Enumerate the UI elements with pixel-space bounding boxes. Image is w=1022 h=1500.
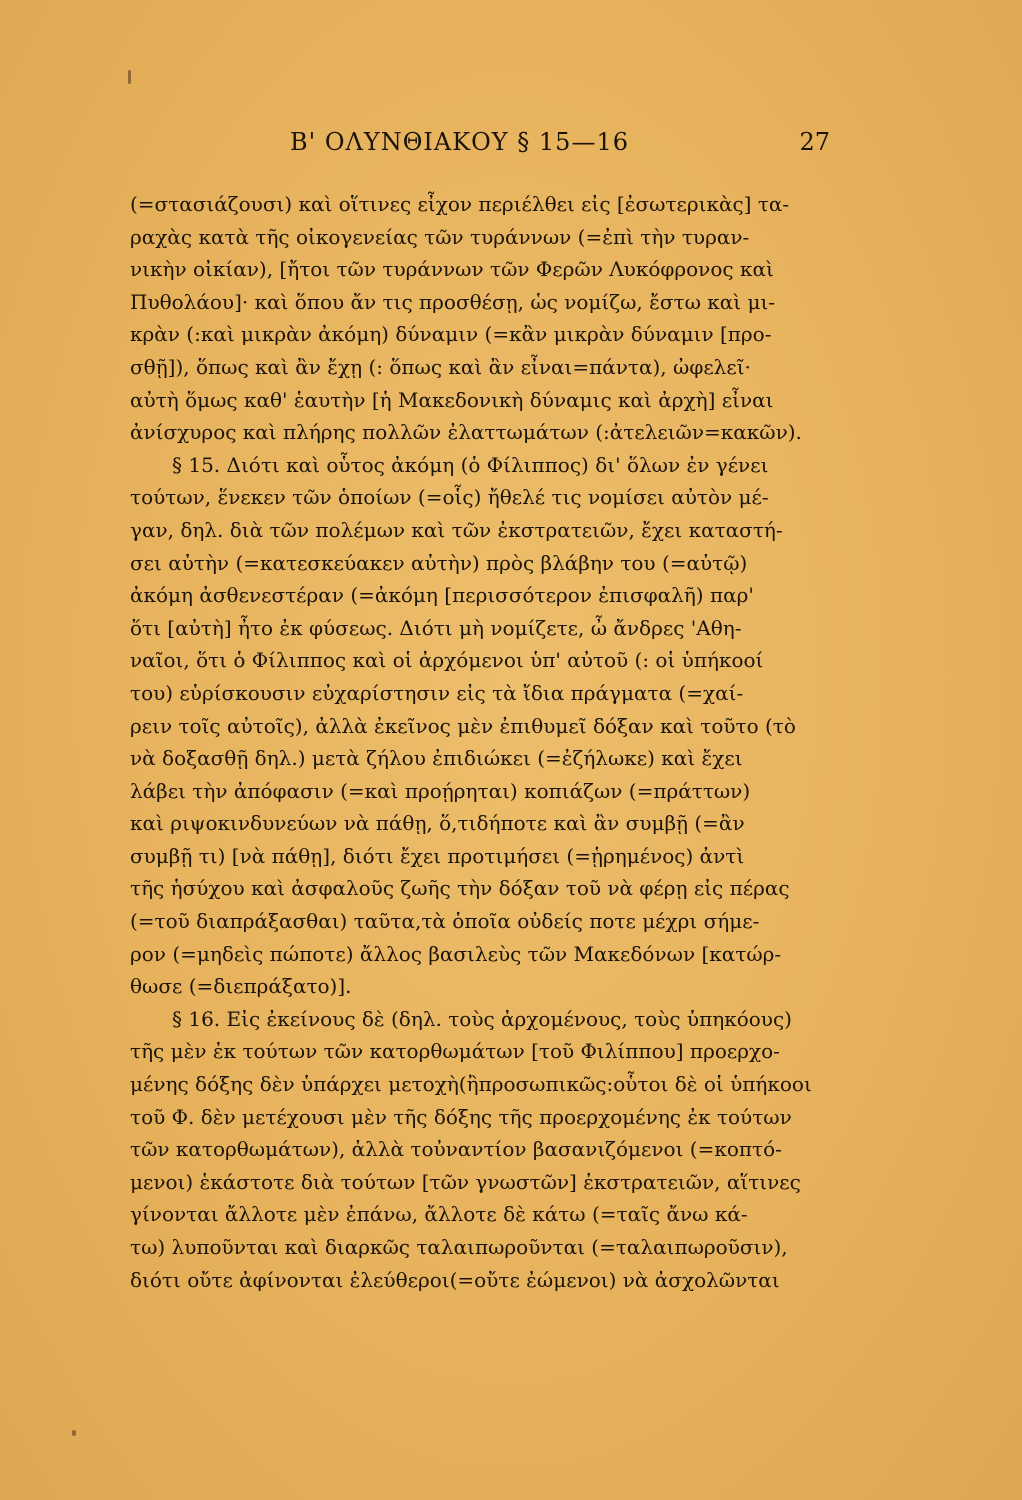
text-line: θωσε (=διεπράξατο)]. bbox=[130, 974, 352, 999]
page-number: 27 bbox=[799, 128, 830, 156]
text-line: μενοι) ἑκάστοτε διὰ τούτων [τῶν γνωστῶν] ἐκστρατειῶν, αἵτινες bbox=[130, 1169, 801, 1194]
text-line: ἀνίσχυρος καὶ πλήρης πολλῶν ἐλαττωμάτων (:ἀτελειῶν=κακῶν). bbox=[130, 420, 802, 445]
text-line: γίνονται ἄλλοτε μὲν ἐπάνω, ἄλλοτε δὲ κάτω (=ταῖς ἄνω κά- bbox=[130, 1202, 748, 1227]
text-line: νὰ δοξασθῇ δηλ.) μετὰ ζήλου ἐπιδιώκει (=ἐζήλωκε) καὶ ἔχει bbox=[130, 746, 743, 771]
text-line: διότι οὔτε ἀφίνονται ἐλεύθεροι(=οὔτε ἐώμενοι) νὰ ἀσχολῶνται bbox=[130, 1267, 780, 1292]
text-line: τῆς ἡσύχου καὶ ἀσφαλοῦς ζωῆς τὴν δόξαν τοῦ νὰ φέρῃ εἰς πέρας bbox=[130, 876, 790, 901]
text-line: ραχὰς κατὰ τῆς οἰκογενείας τῶν τυράννων (=ἐπὶ τὴν τυραν- bbox=[130, 224, 750, 249]
text-line: τοῦ Φ. δὲν μετέχουσι μὲν τῆς δόξης τῆς προερχομένης ἐκ τούτων bbox=[130, 1104, 792, 1129]
text-line: τω) λυποῦνται καὶ διαρκῶς ταλαιπωροῦνται (=ταλαιπωροῦσιν), bbox=[130, 1235, 788, 1259]
text-line: (=στασιάζουσι) καὶ οἵτινες εἶχον περιέλθει εἰς [ἐσωτερικὰς] τα- bbox=[130, 192, 790, 216]
ink-speck bbox=[128, 70, 131, 84]
text-line: Πυθολάου]· καὶ ὅπου ἄν τις προσθέσῃ, ὡς νομίζω, ἔστω καὶ μι- bbox=[130, 289, 776, 314]
text-line: τούτων, ἕνεκεν τῶν ὁποίων (=οἷς) ἤθελέ τις νομίσει αὐτὸν μέ- bbox=[130, 485, 769, 510]
text-line: κρὰν (:καὶ μικρὰν ἀκόμη) δύναμιν (=κἂν μικρὰν δύναμιν [προ- bbox=[130, 322, 772, 347]
paragraph-16-start: § 16. Εἰς ἐκείνους δὲ (δηλ. τοὺς ἀρχομένους, τοὺς ὑπηκόους) bbox=[172, 1006, 792, 1031]
text-line: του) εὑρίσκουσιν εὐχαρίστησιν εἰς τὰ ἴδια πράγματα (=χαί- bbox=[130, 680, 744, 705]
text-line: σθῇ]), ὅπως καὶ ἂν ἔχῃ (: ὅπως καὶ ἂν εἶναι=πάντα), ὠφελεῖ· bbox=[130, 354, 751, 379]
text-line: μένης δόξης δὲν ὑπάρχει μετοχὴ(ἢπροσωπικῶς:οὗτοι δὲ οἱ ὑπήκοοι bbox=[130, 1072, 812, 1097]
text-line: λάβει τὴν ἀπόφασιν (=καὶ προῄρηται) κοπιάζων (=πράττων) bbox=[130, 778, 751, 803]
running-title: Β' ΟΛΥΝΘΙΑΚΟΥ § 15—16 bbox=[290, 128, 629, 156]
text-line: αὐτὴ ὅμως καθ' ἑαυτὴν [ἡ Μακεδονικὴ δύναμις καὶ ἀρχὴ] εἶναι bbox=[130, 387, 774, 412]
text-line: συμβῇ τι) [νὰ πάθῃ], διότι ἔχει προτιμήσει (=ᾑρημένος) ἀντὶ bbox=[130, 843, 745, 868]
ink-speck bbox=[72, 1430, 76, 1436]
text-line: ὅτι [αὐτὴ] ἦτο ἐκ φύσεως. Διότι μὴ νομίζετε, ὦ ἄνδρες 'Αθη- bbox=[130, 615, 742, 640]
text-line: ἀκόμη ἀσθενεστέραν (=ἀκόμη [περισσότερον ἐπισφαλῆ) παρ' bbox=[130, 583, 754, 608]
text-line: ρον (=μηδεὶς πώποτε) ἄλλος βασιλεὺς τῶν Μακεδόνων [κατώρ- bbox=[130, 941, 782, 966]
text-line: νικὴν οἰκίαν), [ἤτοι τῶν τυράννων τῶν Φερῶν Λυκόφρονος καὶ bbox=[130, 257, 774, 282]
text-line: ναῖοι, ὅτι ὁ Φίλιππος καὶ οἱ ἀρχόμενοι ὑπ' αὐτοῦ (: οἱ ὑπήκοοί bbox=[130, 648, 764, 673]
text-line: τῆς μὲν ἐκ τούτων τῶν κατορθωμάτων [τοῦ Φιλίππου] προερχο- bbox=[130, 1039, 780, 1064]
body-text bbox=[130, 188, 868, 1296]
paragraph-15-start: § 15. Διότι καὶ οὗτος ἀκόμη (ὁ Φίλιππος) δι' ὅλων ἐν γένει bbox=[172, 452, 769, 477]
page-header bbox=[140, 128, 830, 164]
text-line: καὶ ριψοκινδυνεύων νὰ πάθῃ, ὅ,τιδήποτε καὶ ἂν συμβῇ (=ἂν bbox=[130, 811, 745, 836]
text-line: τῶν κατορθωμάτων), ἀλλὰ τοὐναντίον βασανιζόμενοι (=κοπτό- bbox=[130, 1137, 782, 1162]
text-line: γαν, δηλ. διὰ τῶν πολέμων καὶ τῶν ἐκστρατειῶν, ἔχει καταστή- bbox=[130, 517, 783, 542]
text-line: (=τοῦ διαπράξασθαι) ταῦτα,τὰ ὁποῖα οὐδείς ποτε μέχρι σήμε- bbox=[130, 909, 760, 934]
text-line: ρειν τοῖς αὐτοῖς), ἀλλὰ ἐκεῖνος μὲν ἐπιθυμεῖ δόξαν καὶ τοῦτο (τὸ bbox=[130, 713, 796, 738]
text-line: σει αὐτὴν (=κατεσκεύακεν αὐτὴν) πρὸς βλάβην του (=αὐτῷ) bbox=[130, 550, 748, 575]
